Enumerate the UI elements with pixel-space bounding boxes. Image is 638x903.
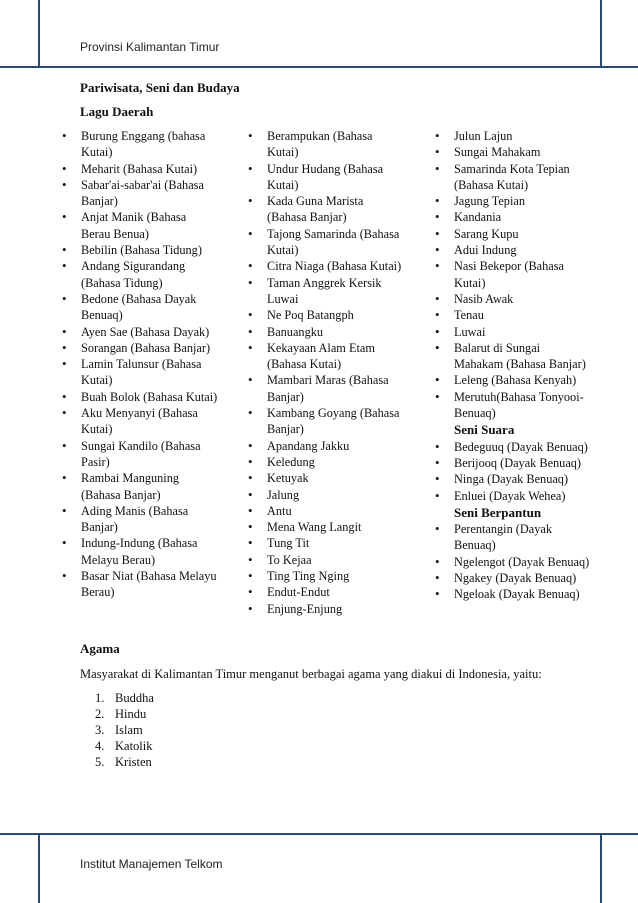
agama-item-label: Islam [115,723,143,737]
list-item-continuation: Mahakam (Bahasa Banjar) [454,357,586,372]
list-item: • Kada Guna Marista [248,193,420,209]
agama-item-number: 3. [95,723,105,737]
list-item: • Lamin Talunsur (Bahasa [62,356,232,372]
list-item: • Aku Menyanyi (Bahasa [62,405,232,421]
list-item: • Balarut di Sungai [435,340,605,356]
list-item-continuation: (Bahasa Banjar) [81,487,161,502]
list-item: • Indung-Indung (Bahasa [62,535,232,551]
list-subheading: Seni Berpantun [454,504,542,520]
list-item: • Ayen Sae (Bahasa Dayak) [62,324,232,340]
list-item: • Kekayaan Alam Etam [248,340,420,356]
list-item: • Jagung Tepian [435,193,605,209]
section-title: Pariwisata, Seni dan Budaya [80,80,240,95]
agama-item-label: Hindu [115,707,147,721]
song-list-column-2 [248,128,420,617]
list-item-continuation: Kutai) [81,145,113,160]
list-item-continuation: Kutai) [81,422,113,437]
list-item: • Adui Indung [435,242,605,258]
list-item: • Ngelengot (Dayak Benuaq) [435,554,605,570]
list-item: • Berijooq (Dayak Benuaq) [435,455,605,471]
list-item: • Undur Hudang (Bahasa [248,161,420,177]
list-item: • Kandania [435,209,605,225]
right-margin-line-top [600,0,602,66]
list-item: • Luwai [435,324,605,340]
left-margin-line-top [38,0,40,66]
list-item: • To Kejaa [248,552,420,568]
agama-item [95,754,154,770]
list-item: • Bebilin (Bahasa Tidung) [62,242,232,258]
list-subheading: Seni Suara [454,422,515,438]
list-item: • Berampukan (Bahasa [248,128,420,144]
agama-item-number: 1. [95,691,105,705]
list-item-continuation: (Bahasa Banjar) [267,210,347,225]
agama-item-label: Kristen [115,755,152,769]
list-item: • Apandang Jakku [248,438,420,454]
page-header: Provinsi Kalimantan Timur [80,40,220,54]
list-item: • Anjat Manik (Bahasa [62,209,232,225]
list-item: • Rambai Manguning [62,470,232,486]
agama-item [95,738,154,754]
list-item: • Sorangan (Bahasa Banjar) [62,340,232,356]
section-subtitle: Lagu Daerah [80,104,154,119]
list-item-continuation: Kutai) [454,275,486,290]
agama-item-number: 2. [95,707,105,721]
list-item: • Leleng (Bahasa Kenyah) [435,372,605,388]
list-item: • Julun Lajun [435,128,605,144]
list-item: • Samarinda Kota Tepian [435,161,605,177]
list-item: • Mambari Maras (Bahasa [248,372,420,388]
list-item-continuation: Kutai) [267,177,299,192]
list-item-continuation: Benuaq) [454,406,496,421]
list-item-continuation: Berau) [81,585,115,600]
list-item: • Meharit (Bahasa Kutai) [62,161,232,177]
list-item: • Endut-Endut [248,584,420,600]
list-item: • Jalung [248,487,420,503]
list-item-continuation: Benuaq) [81,308,123,323]
song-list-column-1 [62,128,232,601]
list-item: • Burung Enggang (bahasa [62,128,232,144]
list-item-continuation: Banjar) [81,520,118,535]
list-item: • Enluei (Dayak Wehea) [435,488,605,504]
agama-title: Agama [80,641,120,656]
list-item: • Basar Niat (Bahasa Melayu [62,568,232,584]
list-item-continuation: Pasir) [81,454,110,469]
list-item: • Nasib Awak [435,291,605,307]
left-margin-line-bottom [38,833,40,903]
list-item: • Merutuh(Bahasa Tonyooi- [435,389,605,405]
list-item: • Banuangku [248,324,420,340]
list-item: • Ne Poq Batangph [248,307,420,323]
list-item-continuation: Kutai) [81,373,113,388]
list-item: • Taman Anggrek Kersik [248,275,420,291]
list-item-continuation: Melayu Berau) [81,552,156,567]
list-item: • Ninga (Dayak Benuaq) [435,471,605,487]
list-item: • Citra Niaga (Bahasa Kutai) [248,258,420,274]
list-item-continuation: Kutai) [267,145,299,160]
list-item: • Ting Ting Nging [248,568,420,584]
list-item: • Mena Wang Langit [248,519,420,535]
list-item: • Sungai Mahakam [435,144,605,160]
agama-item-number: 4. [95,739,105,753]
list-item: • Keledung [248,454,420,470]
agama-item-label: Buddha [115,691,154,705]
list-item: • Tung Tit [248,535,420,551]
list-item: • Kambang Goyang (Bahasa [248,405,420,421]
list-item-continuation: Kutai) [267,243,299,258]
header-rule [0,66,638,68]
page-footer: Institut Manajemen Telkom [80,857,223,871]
list-item: • Bedeguuq (Dayak Benuaq) [435,439,605,455]
list-item-continuation: Luwai [267,291,299,306]
list-item: • Perentangin (Dayak [435,521,605,537]
agama-item-label: Katolik [115,739,153,753]
list-item: • Andang Sigurandang [62,258,232,274]
list-item-continuation: Banjar) [267,422,304,437]
list-item-continuation: Berau Benua) [81,226,149,241]
list-item: • Bedone (Bahasa Dayak [62,291,232,307]
list-item: • Buah Bolok (Bahasa Kutai) [62,389,232,405]
agama-item [95,722,154,738]
agama-intro: Masyarakat di Kalimantan Timur menganut berbagai agama yang diakui di Indonesia, yaitu: [80,667,542,681]
list-item: • Tajong Samarinda (Bahasa [248,226,420,242]
right-margin-line-bottom [600,833,602,903]
list-item-continuation: Banjar) [81,194,118,209]
list-item: • Enjung-Enjung [248,601,420,617]
list-item: • Sarang Kupu [435,226,605,242]
list-item: • Ketuyak [248,470,420,486]
agama-item [95,690,154,706]
list-item: • Nasi Bekepor (Bahasa [435,258,605,274]
list-item-continuation: Banjar) [267,389,304,404]
song-list-column-3 [435,128,605,603]
list-item: • Tenau [435,307,605,323]
agama-item [95,706,154,722]
agama-item-number: 5. [95,755,105,769]
list-item: • Antu [248,503,420,519]
list-item: • Sabar'ai-sabar'ai (Bahasa [62,177,232,193]
list-item: • Ngeloak (Dayak Benuaq) [435,586,605,602]
list-item-continuation: Benuaq) [454,538,496,553]
agama-list [95,690,154,770]
footer-rule [0,833,638,835]
list-item-continuation: (Bahasa Kutai) [267,357,342,372]
list-item: • Ading Manis (Bahasa [62,503,232,519]
list-item-continuation: (Bahasa Tidung) [81,275,163,290]
list-item-continuation: (Bahasa Kutai) [454,177,529,192]
list-item: • Sungai Kandilo (Bahasa [62,438,232,454]
list-item: • Ngakey (Dayak Benuaq) [435,570,605,586]
